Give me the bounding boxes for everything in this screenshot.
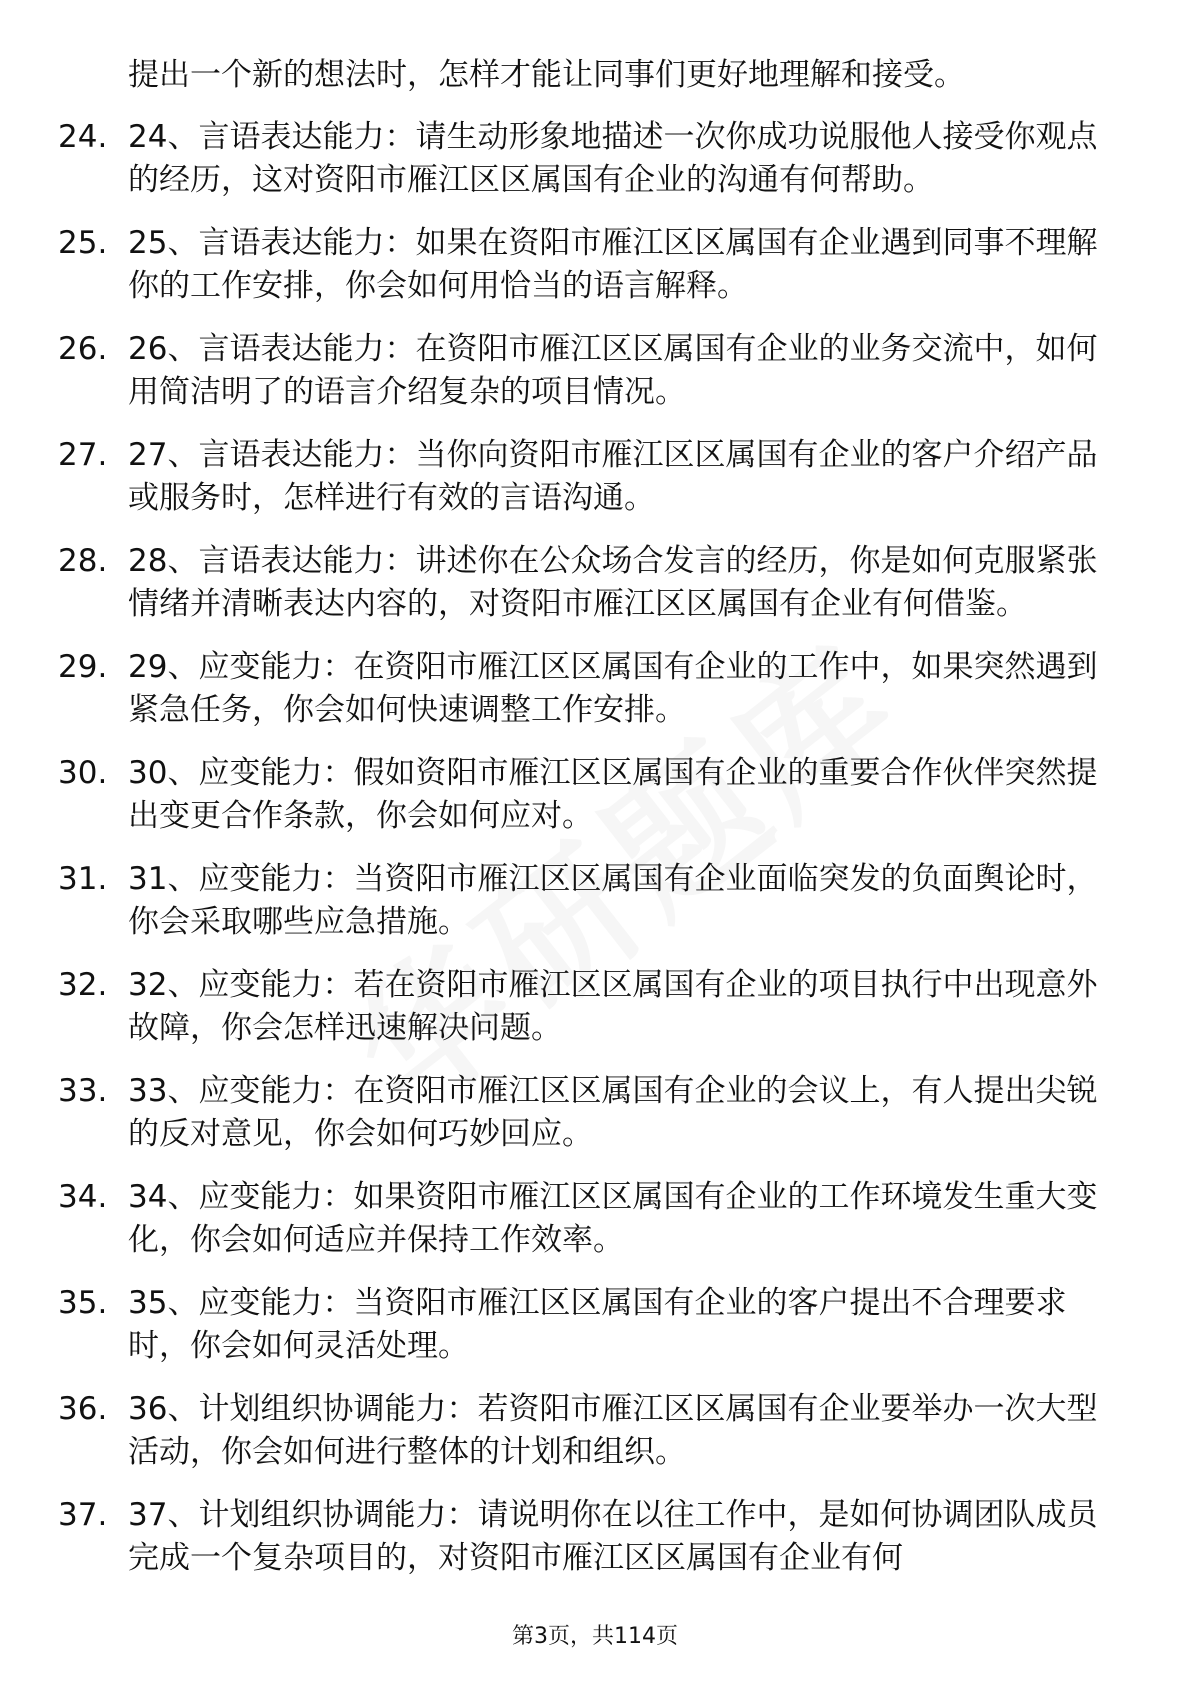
page-footer: 第3页，共114页: [512, 1624, 678, 1649]
list-item: [0, 1388, 1190, 1474]
item-text: 33、应变能力：在资阳市雁江区区属国有企业的会议上，有人提出尖锐的反对意见，你会如何巧妙回应。: [128, 1073, 1098, 1152]
continuation-text: 提出一个新的想法时，怎样才能让同事们更好地理解和接受。: [128, 57, 965, 93]
item-text: 32、应变能力：若在资阳市雁江区区属国有企业的项目执行中出现意外故障，你会怎样迅速解决问题。: [128, 967, 1098, 1046]
item-text: 34、应变能力：如果资阳市雁江区区属国有企业的工作环境发生重大变化，你会如何适应并保持工作效率。: [128, 1179, 1098, 1258]
list-item: [0, 752, 1190, 838]
item-number: 30.: [58, 755, 108, 791]
item-number: 26.: [58, 331, 108, 367]
item-number: 28.: [58, 543, 108, 579]
list-item: [0, 1282, 1190, 1368]
item-number: 29.: [58, 649, 108, 685]
list-item: [0, 1494, 1190, 1580]
item-number: 32.: [58, 967, 108, 1003]
list-item: [0, 1070, 1190, 1156]
list-item: [0, 858, 1190, 944]
item-number: 37.: [58, 1497, 108, 1533]
list-item: [0, 328, 1190, 414]
list-item: [0, 646, 1190, 732]
item-number: 24.: [58, 119, 108, 155]
list-item: [0, 116, 1190, 202]
item-number: 35.: [58, 1285, 108, 1321]
item-text: 25、言语表达能力：如果在资阳市雁江区区属国有企业遇到同事不理解你的工作安排，你会如何用恰当的语言解释。: [128, 225, 1098, 304]
item-text: 37、计划组织协调能力：请说明你在以往工作中，是如何协调团队成员完成一个复杂项目的，对资阳市雁江区区属国有企业有何: [128, 1497, 1098, 1576]
item-text: 35、应变能力：当资阳市雁江区区属国有企业的客户提出不合理要求时，你会如何灵活处理。: [128, 1285, 1067, 1364]
item-number: 36.: [58, 1391, 108, 1427]
list-item: [0, 1176, 1190, 1262]
item-number: 33.: [58, 1073, 108, 1109]
item-number: 31.: [58, 861, 108, 897]
item-text: 29、应变能力：在资阳市雁江区区属国有企业的工作中，如果突然遇到紧急任务，你会如何快速调整工作安排。: [128, 649, 1098, 728]
item-number: 27.: [58, 437, 108, 473]
list-item: [0, 434, 1190, 520]
item-text: 30、应变能力：假如资阳市雁江区区属国有企业的重要合作伙伴突然提出变更合作条款，你会如何应对。: [128, 755, 1098, 834]
item-text: 27、言语表达能力：当你向资阳市雁江区区属国有企业的客户介绍产品或服务时，怎样进行有效的言语沟通。: [128, 437, 1098, 516]
list-item: [0, 222, 1190, 308]
item-text: 31、应变能力：当资阳市雁江区区属国有企业面临突发的负面舆论时，你会采取哪些应急措施。: [128, 861, 1098, 940]
item-text: 36、计划组织协调能力：若资阳市雁江区区属国有企业要举办一次大型活动，你会如何进行整体的计划和组织。: [128, 1391, 1098, 1470]
item-number: 25.: [58, 225, 108, 261]
item-text: 28、言语表达能力：讲述你在公众场合发言的经历，你是如何克服紧张情绪并清晰表达内容的，对资阳市雁江区区属国有企业有何借鉴。: [128, 543, 1098, 622]
question-list: [0, 116, 1190, 1600]
item-text: 26、言语表达能力：在资阳市雁江区区属国有企业的业务交流中，如何用简洁明了的语言介绍复杂的项目情况。: [128, 331, 1098, 410]
list-item: [0, 540, 1190, 626]
item-number: 34.: [58, 1179, 108, 1215]
list-item: [0, 964, 1190, 1050]
item-text: 24、言语表达能力：请生动形象地描述一次你成功说服他人接受你观点的经历，这对资阳市雁江区区属国有企业的沟通有何帮助。: [128, 119, 1098, 198]
